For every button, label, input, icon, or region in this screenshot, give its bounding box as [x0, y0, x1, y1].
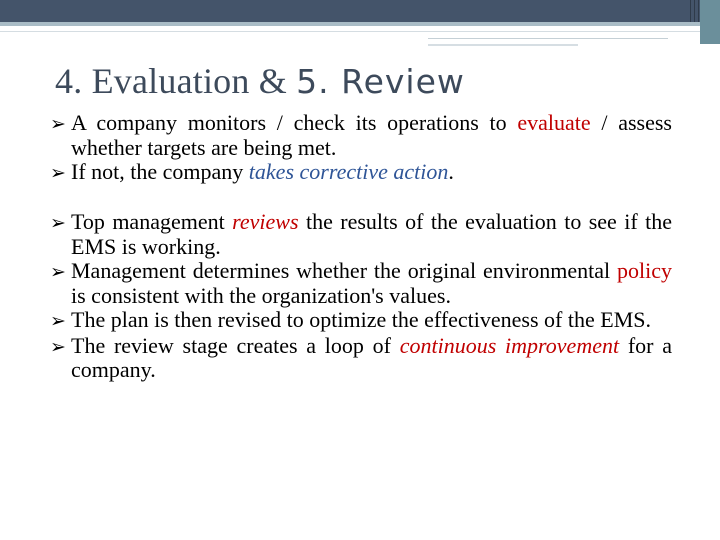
highlight-continuous-improvement: continuous improvement [399, 332, 620, 358]
highlight-reviews: reviews [232, 209, 299, 234]
bullet-item: ➢ If not, the company takes corrective action. [50, 159, 454, 184]
highlight-corrective-action: takes corrective action [248, 159, 449, 184]
title-part-evaluation: 4. Evaluation & [55, 61, 297, 101]
slide-title [55, 60, 465, 102]
bullet-list [50, 111, 672, 383]
divider-line [428, 44, 578, 46]
arrow-bullet-icon: ➢ [50, 310, 66, 332]
bullet-item: ➢ The plan is then revised to optimize the effectiveness of the EMS. [50, 307, 651, 332]
highlight-policy: policy [617, 258, 672, 283]
arrow-bullet-icon: ➢ [50, 113, 66, 135]
arrow-bullet-icon: ➢ [50, 261, 66, 283]
divider-line [0, 31, 700, 32]
arrow-bullet-icon: ➢ [50, 162, 66, 184]
arrow-bullet-icon: ➢ [50, 212, 66, 234]
highlight-evaluate: evaluate [517, 110, 591, 135]
bullet-item: ➢ The review stage creates a loop of continuous improvement for a company. [50, 332, 673, 382]
title-part-review: 5. Review [296, 62, 465, 101]
bullet-item: ➢ Top management reviews the results of the evaluation to see if the EMS is working. [50, 209, 672, 259]
corner-accent-block [700, 0, 720, 44]
spacer [50, 186, 672, 211]
arrow-bullet-icon: ➢ [50, 335, 66, 358]
top-decorative-stripe [0, 22, 700, 26]
top-decorative-bar [0, 0, 720, 22]
bullet-item: ➢ A company monitors / check its operations to evaluate / assess whether targets are being met. [50, 110, 672, 160]
divider-line [428, 38, 668, 39]
bullet-item: ➢ Management determines whether the original environmental policy is consistent with the organization's values. [50, 258, 672, 308]
